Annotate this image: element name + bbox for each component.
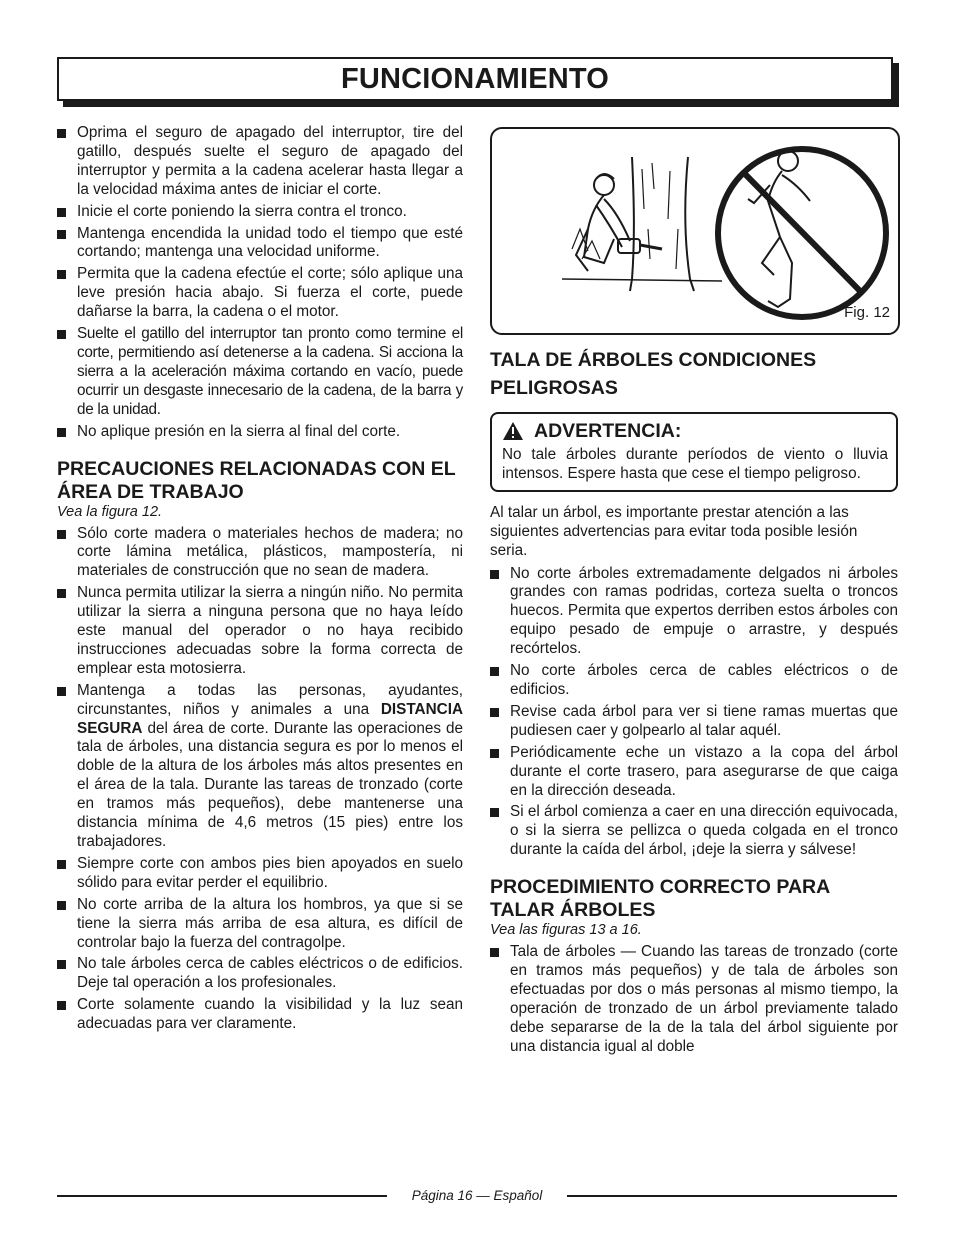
list-item: Sólo corte madera o materiales hechos de madera; no corte lámina metálica, plásticos, mampostería, ni materiales de construcción que no sean de madera.	[57, 525, 463, 582]
warning-title: ADVERTENCIA:	[502, 418, 888, 444]
list-item: Nunca permita utilizar la sierra a ningún niño. No permita utilizar la sierra a ninguna persona que no haya leído este manual del operador o no haya recibido instrucciones adecuadas sobre la forma correcta de emplear esta motosierra.	[57, 584, 463, 679]
warning-triangle-icon	[502, 421, 524, 441]
list-item: No tale árboles cerca de cables eléctricos o de edificios. Deje tal operación a los profesionales.	[57, 955, 463, 993]
work-area-bullet-list	[57, 525, 463, 1035]
list-item: No corte árboles extremadamente delgados ni árboles grandes con ramas podridas, corteza suelta o troncos huecos. Permita que expertos derriben estos árboles con equipo pesado de empuje o arrastre, y después recórtelos.	[490, 565, 898, 660]
felling-illustration	[492, 129, 898, 333]
list-item: Inicie el corte poniendo la sierra contra el tronco.	[57, 203, 463, 222]
list-item: Mantenga encendida la unidad todo el tiempo que esté cortando; mantenga una velocidad uniforme.	[57, 225, 463, 263]
left-column	[57, 124, 463, 1037]
warning-text: No tale árboles durante períodos de viento o lluvia intensos. Espere hasta que cese el tiempo peligroso.	[502, 446, 888, 482]
right-column	[490, 346, 898, 1060]
list-item: Suelte el gatillo del interruptor tan pronto como termine el corte, permitiendo así detenerse a la cadena. Si acciona la sierra a la aceleración máxima cortando en vacío, puede ocurrir un desgaste innecesario de la cadena, de la barra y de la unidad.	[57, 325, 463, 420]
prohibition-icon	[718, 149, 886, 317]
page-footer	[57, 1186, 897, 1206]
list-item-safe-distance: Mantenga a todas las personas, ayudantes, circunstantes, niños y animales a una DISTANCIA SEGURA del área de corte. Durante las operaciones de tala de árboles, una distancia segura es por lo menos el doble de la altura de los árboles más altos presentes en el área de la tala. Durante las tareas de tronzado (corte en tramos más pequeños), debe mantenerse una distancia mínima de 4,6 metros (15 pies) entre los trabajadores.	[57, 682, 463, 852]
warning-box	[490, 412, 898, 492]
list-item: No corte árboles cerca de cables eléctricos o de edificios.	[490, 662, 898, 700]
procedure-bullet-list	[490, 943, 898, 1056]
list-item: Tala de árboles — Cuando las tareas de tronzado (corte en tramos más pequeños) y de tala de árboles son efectuadas por dos o más personas al mismo tiempo, la operación de tronzado de un árbol previamente talado debe separarse de la de la tala del árbol siguiente por una distancia igual al doble	[490, 943, 898, 1056]
safe-distance-emphasis: DISTANCIA SEGURA	[77, 700, 463, 737]
list-item: Periódicamente eche un vistazo a la copa del árbol durante el corte trasero, para asegurarse de que caiga en la dirección deseada.	[490, 744, 898, 801]
list-item: Corte solamente cuando la visibilidad y la luz sean adecuadas para ver claramente.	[57, 996, 463, 1034]
dangerous-conditions-heading: TALA DE ÁRBOLES CONDICIONES PELIGROSAS	[490, 349, 817, 399]
procedure-heading: PROCEDIMIENTO CORRECTO PARA TALAR ÁRBOLES	[490, 876, 830, 922]
page-number: Página 16 — Español	[411, 1188, 543, 1203]
figure-12-box	[490, 127, 900, 335]
felling-bullet-list	[490, 565, 898, 861]
felling-intro: Al talar un árbol, es importante prestar atención a las siguientes advertencias para evitar toda posible lesión seria.	[490, 503, 858, 559]
figure-reference: Vea la figura 12.	[57, 503, 163, 520]
figure-reference: Vea las figuras 13 a 16.	[490, 922, 642, 939]
list-item: Si el árbol comienza a caer en una dirección equivocada, o si la sierra se pellizca o queda colgada en el tronco durante la caída del árbol, ¡deje la sierra y sálvese!	[490, 803, 898, 860]
operation-bullet-list	[57, 124, 463, 442]
section-title-box	[57, 57, 893, 101]
page-title: FUNCIONAMIENTO	[340, 63, 610, 95]
list-item: No corte arriba de la altura los hombros, ya que si se tiene la sierra más arriba de esa altura, es difícil de controlar bajo la fuerza del contragolpe.	[57, 896, 463, 953]
list-item: No aplique presión en la sierra al final del corte.	[57, 423, 463, 442]
list-item: Revise cada árbol para ver si tiene ramas muertas que pudiesen caer y golpearlo al talar aquél.	[490, 703, 898, 741]
tree-trunk	[630, 157, 634, 291]
list-item: Permita que la cadena efectúe el corte; sólo aplique una leve presión hacia abajo. Si fuerza el corte, puede dañarse la barra, la cadena o el motor.	[57, 265, 463, 322]
work-area-heading: PRECAUCIONES RELACIONADAS CON EL ÁREA DE TRABAJO	[57, 457, 456, 503]
figure-label: Fig. 12	[844, 304, 890, 321]
list-item: Oprima el seguro de apagado del interruptor, tire del gatillo, después suelte el seguro de apagado del interruptor y permita a la cadena acelerar hasta llegar a la velocidad máxima antes de iniciar el corte.	[57, 124, 463, 200]
list-item: Siempre corte con ambos pies bien apoyados en suelo sólido para evitar perder el equilibrio.	[57, 855, 463, 893]
